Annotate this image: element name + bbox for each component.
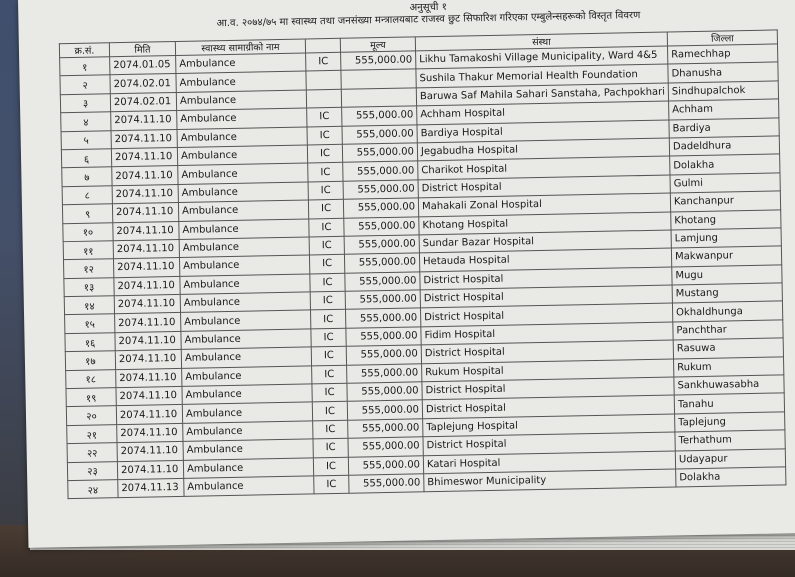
cell-organization: Likhu Tamakoshi Village Municipality, Ward 4&5 bbox=[416, 46, 668, 69]
cell-item: Ambulance bbox=[179, 255, 309, 276]
cell-organization: Hetauda Hospital bbox=[419, 248, 671, 271]
cell-serial: ११ bbox=[63, 241, 113, 260]
cell-serial: ३ bbox=[60, 94, 110, 113]
cell-item: Ambulance bbox=[182, 384, 312, 405]
cell-district: Mustang bbox=[672, 283, 782, 303]
cell-type: IC bbox=[308, 199, 343, 218]
cell-district: Bardiya bbox=[669, 117, 779, 137]
cell-item: Ambulance bbox=[179, 237, 309, 258]
annex-label: अनुसूची १ bbox=[409, 1, 447, 14]
cell-district: Taplejung bbox=[675, 412, 785, 432]
cell-district: Sindhupalchok bbox=[668, 81, 778, 101]
cell-type: IC bbox=[311, 310, 346, 329]
header-date: मिति bbox=[109, 41, 175, 56]
cell-date: 2074.11.10 bbox=[112, 166, 178, 186]
cell-item: Ambulance bbox=[180, 292, 310, 313]
cell-serial: १४ bbox=[64, 296, 114, 315]
cell-type: IC bbox=[308, 181, 343, 200]
cell-organization: Achham Hospital bbox=[417, 101, 669, 124]
cell-district: Rasuwa bbox=[673, 338, 783, 358]
cell-type: IC bbox=[306, 52, 341, 71]
cell-serial: १७ bbox=[65, 351, 115, 370]
cell-serial: ६ bbox=[61, 149, 111, 168]
cell-date: 2074.11.10 bbox=[111, 147, 177, 167]
cell-item: Ambulance bbox=[177, 127, 307, 148]
cell-type bbox=[306, 71, 341, 90]
cell-type: IC bbox=[313, 438, 348, 457]
cell-organization: Sundar Bazar Hospital bbox=[419, 230, 671, 253]
cell-item: Ambulance bbox=[182, 402, 312, 423]
cell-date: 2074.11.10 bbox=[115, 331, 181, 351]
cell-district: Udayapur bbox=[675, 448, 785, 468]
cell-organization: Taplejung Hospital bbox=[423, 414, 675, 437]
cell-district: Ramechhap bbox=[668, 44, 778, 64]
cell-amount: 555,000.00 bbox=[347, 382, 422, 402]
cell-serial: १० bbox=[63, 222, 113, 241]
cell-district: Makwanpur bbox=[671, 246, 781, 266]
cell-type: IC bbox=[309, 236, 344, 255]
cell-item: Ambulance bbox=[178, 163, 308, 184]
cell-date: 2074.11.10 bbox=[113, 258, 179, 278]
cell-serial: २२ bbox=[67, 443, 117, 462]
cell-amount: 555,000.00 bbox=[346, 327, 421, 347]
cell-item: Ambulance bbox=[178, 182, 308, 203]
cell-district: Rukum bbox=[674, 357, 784, 377]
cell-serial: १२ bbox=[63, 259, 113, 278]
cell-amount: 555,000.00 bbox=[344, 216, 419, 236]
ambulance-table bbox=[59, 29, 787, 499]
cell-item: Ambulance bbox=[182, 366, 312, 387]
cell-district: Okhaldhunga bbox=[672, 301, 782, 321]
cell-district: Terhathum bbox=[675, 430, 785, 450]
cell-type: IC bbox=[307, 126, 342, 145]
header-type bbox=[305, 38, 340, 53]
cell-item: Ambulance bbox=[180, 274, 310, 295]
cell-district: Sankhuwasabha bbox=[674, 375, 784, 395]
cell-district: Dhanusha bbox=[668, 62, 778, 82]
cell-date: 2074.11.10 bbox=[115, 350, 181, 370]
cell-organization: Katari Hospital bbox=[423, 451, 675, 474]
cell-type: IC bbox=[312, 383, 347, 402]
cell-date: 2074.11.10 bbox=[111, 129, 177, 149]
cell-date: 2074.11.10 bbox=[112, 184, 178, 204]
cell-serial: १५ bbox=[65, 314, 115, 333]
cell-date: 2074.11.10 bbox=[112, 203, 178, 223]
cell-type bbox=[306, 89, 341, 108]
cell-type: IC bbox=[312, 365, 347, 384]
cell-item: Ambulance bbox=[179, 218, 309, 239]
cell-item: Ambulance bbox=[177, 108, 307, 129]
cell-date: 2074.11.13 bbox=[118, 478, 184, 498]
cell-serial: २३ bbox=[67, 461, 117, 480]
cell-amount: 555,000.00 bbox=[346, 308, 421, 328]
cell-serial: ९ bbox=[62, 204, 112, 223]
cell-date: 2074.11.10 bbox=[117, 442, 183, 462]
cell-serial: २० bbox=[66, 406, 116, 425]
cell-item: Ambulance bbox=[183, 458, 313, 479]
cell-serial: २१ bbox=[67, 424, 117, 443]
cell-type: IC bbox=[311, 328, 346, 347]
cell-item: Ambulance bbox=[181, 310, 311, 331]
cell-amount: 555,000.00 bbox=[344, 253, 419, 273]
cell-item: Ambulance bbox=[183, 421, 313, 442]
cell-amount: 555,000.00 bbox=[345, 290, 420, 310]
cell-item: Ambulance bbox=[176, 53, 306, 74]
cell-amount: 555,000.00 bbox=[342, 124, 417, 144]
cell-date: 2074.11.10 bbox=[117, 423, 183, 443]
header-district: जिल्ला bbox=[667, 30, 777, 46]
document-page bbox=[18, 0, 795, 548]
cell-type: IC bbox=[307, 107, 342, 126]
cell-serial: १८ bbox=[66, 369, 116, 388]
cell-organization: District Hospital bbox=[418, 175, 670, 198]
cell-date: 2074.11.10 bbox=[111, 111, 177, 131]
cell-type: IC bbox=[310, 273, 345, 292]
cell-district: Gulmi bbox=[670, 173, 780, 193]
cell-type: IC bbox=[313, 420, 348, 439]
cell-amount: 555,000.00 bbox=[343, 198, 418, 218]
cell-organization: Charikot Hospital bbox=[418, 156, 670, 179]
cell-item: Ambulance bbox=[177, 145, 307, 166]
cell-date: 2074.02.01 bbox=[110, 74, 176, 94]
cell-type: IC bbox=[309, 218, 344, 237]
cell-date: 2074.02.01 bbox=[110, 92, 176, 112]
cell-district: Dadeldhura bbox=[669, 136, 779, 156]
cell-serial: १ bbox=[60, 57, 110, 76]
cell-date: 2074.11.10 bbox=[115, 313, 181, 333]
cell-date: 2074.11.10 bbox=[117, 460, 183, 480]
cell-organization: District Hospital bbox=[423, 432, 675, 455]
cell-amount bbox=[341, 88, 416, 108]
header-serial: क्र.सं. bbox=[59, 43, 109, 58]
cell-organization: Mahakali Zonal Hospital bbox=[418, 193, 670, 216]
cell-organization: Jegabudha Hospital bbox=[417, 138, 669, 161]
cell-item: Ambulance bbox=[183, 439, 313, 460]
cell-district: Lamjung bbox=[671, 228, 781, 248]
cell-district: Dolakha bbox=[676, 467, 786, 487]
cell-organization: Bhimeswor Municipality bbox=[424, 469, 676, 492]
document-title: आ.व. २०७४/७५ मा स्वास्थ्य तथा जनसंख्या मन्त्रालयबाट राजस्व छुट सिफारिश गरिएका एम्बुलेन्सहरूको विस्तृत विवरण bbox=[216, 10, 641, 30]
cell-date: 2074.01.05 bbox=[110, 55, 176, 75]
cell-amount: 555,000.00 bbox=[342, 143, 417, 163]
cell-date: 2074.11.10 bbox=[114, 295, 180, 315]
cell-organization: Sushila Thakur Memorial Health Foundation bbox=[416, 64, 668, 87]
header-amount: मूल्य bbox=[340, 37, 415, 52]
cell-type: IC bbox=[314, 475, 349, 494]
cell-type: IC bbox=[309, 255, 344, 274]
cell-organization: Baruwa Saf Mahila Sahari Sanstaha, Pachpokhari bbox=[416, 83, 668, 106]
cell-date: 2074.11.10 bbox=[114, 276, 180, 296]
cell-amount: 555,000.00 bbox=[343, 180, 418, 200]
cell-amount: 555,000.00 bbox=[347, 363, 422, 383]
cell-amount: 555,000.00 bbox=[341, 51, 416, 71]
cell-district: Panchthar bbox=[673, 320, 783, 340]
cell-organization: Khotang Hospital bbox=[419, 212, 671, 235]
cell-organization: Bardiya Hospital bbox=[417, 120, 669, 143]
cell-serial: ८ bbox=[62, 185, 112, 204]
cell-organization: District Hospital bbox=[420, 267, 672, 290]
cell-amount: 555,000.00 bbox=[342, 106, 417, 126]
cell-district: Kanchanpur bbox=[670, 191, 780, 211]
cell-amount: 555,000.00 bbox=[348, 455, 423, 475]
cell-district: Achham bbox=[669, 99, 779, 119]
cell-amount: 555,000.00 bbox=[344, 235, 419, 255]
cell-item: Ambulance bbox=[181, 347, 311, 368]
header-item: स्वास्थ्य सामाग्रीको नाम bbox=[175, 39, 305, 55]
cell-item: Ambulance bbox=[181, 329, 311, 350]
cell-serial: १६ bbox=[65, 333, 115, 352]
cell-organization: District Hospital bbox=[420, 303, 672, 326]
cell-organization: District Hospital bbox=[422, 395, 674, 418]
cell-date: 2074.11.10 bbox=[116, 368, 182, 388]
cell-district: Tanahu bbox=[674, 393, 784, 413]
cell-amount: 555,000.00 bbox=[349, 474, 424, 494]
cell-district: Mugu bbox=[672, 265, 782, 285]
table-body bbox=[60, 44, 786, 499]
cell-item: Ambulance bbox=[178, 200, 308, 221]
cell-date: 2074.11.10 bbox=[116, 405, 182, 425]
cell-type: IC bbox=[312, 402, 347, 421]
cell-type: IC bbox=[307, 144, 342, 163]
cell-date: 2074.11.10 bbox=[113, 239, 179, 259]
cell-date: 2074.11.10 bbox=[116, 386, 182, 406]
cell-amount: 555,000.00 bbox=[346, 345, 421, 365]
cell-amount bbox=[341, 69, 416, 89]
cell-item: Ambulance bbox=[176, 71, 306, 92]
cell-item: Ambulance bbox=[184, 476, 314, 497]
cell-amount: 555,000.00 bbox=[345, 272, 420, 292]
cell-organization: District Hospital bbox=[422, 377, 674, 400]
cell-serial: ४ bbox=[61, 112, 111, 131]
cell-date: 2074.11.10 bbox=[113, 221, 179, 241]
cell-type: IC bbox=[308, 163, 343, 182]
cell-type: IC bbox=[310, 291, 345, 310]
header-organization: संस्था bbox=[415, 32, 667, 51]
cell-serial: ५ bbox=[61, 130, 111, 149]
cell-amount: 555,000.00 bbox=[343, 161, 418, 181]
cell-item: Ambulance bbox=[176, 90, 306, 111]
cell-type: IC bbox=[311, 347, 346, 366]
cell-organization: District Hospital bbox=[420, 285, 672, 308]
cell-district: Khotang bbox=[671, 209, 781, 229]
cell-amount: 555,000.00 bbox=[348, 419, 423, 439]
cell-serial: १९ bbox=[66, 388, 116, 407]
cell-organization: Fidim Hospital bbox=[421, 322, 673, 345]
cell-amount: 555,000.00 bbox=[348, 437, 423, 457]
cell-district: Dolakha bbox=[670, 154, 780, 174]
cell-type: IC bbox=[313, 457, 348, 476]
cell-amount: 555,000.00 bbox=[347, 400, 422, 420]
cell-organization: District Hospital bbox=[421, 340, 673, 363]
cell-serial: २४ bbox=[68, 480, 118, 499]
document-heading bbox=[168, 0, 688, 31]
cell-serial: २ bbox=[60, 75, 110, 94]
cell-serial: ७ bbox=[62, 167, 112, 186]
cell-organization: Rukum Hospital bbox=[422, 359, 674, 382]
cell-serial: १३ bbox=[64, 277, 114, 296]
